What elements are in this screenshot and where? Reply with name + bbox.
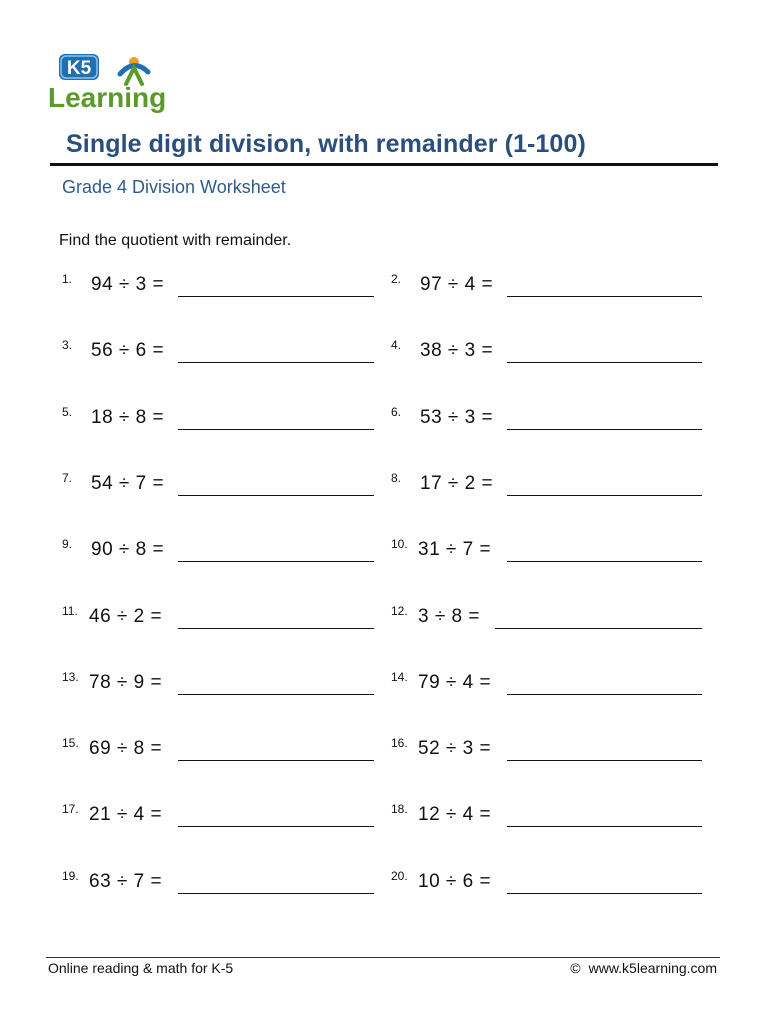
problem-number: 5. [62, 405, 73, 419]
problem-expression: 78 ÷ 9 = [89, 672, 163, 693]
problem-item [0, 736, 768, 766]
footer-url: www.k5learning.com [588, 960, 717, 976]
problem-expression: 18 ÷ 8 = [91, 407, 165, 428]
problem-expression: 94 ÷ 3 = [91, 274, 165, 295]
problem-expression: 46 ÷ 2 = [89, 606, 163, 627]
problem-expression: 69 ÷ 8 = [89, 738, 163, 759]
problem-item [0, 338, 768, 368]
answer-line[interactable] [507, 760, 702, 761]
copyright-symbol: © [570, 960, 581, 976]
problem-number: 9. [62, 537, 73, 551]
footer-tagline: Online reading & math for K-5 [48, 960, 234, 976]
problem-number: 12. [391, 604, 408, 618]
problem-item [0, 471, 768, 501]
answer-line[interactable] [507, 893, 702, 894]
problem-number: 6. [391, 405, 402, 419]
problem-number: 1. [62, 272, 73, 286]
problem-expression: 53 ÷ 3 = [420, 407, 494, 428]
problem-number: 19. [62, 869, 79, 883]
answer-line[interactable] [507, 826, 702, 827]
problem-expression: 17 ÷ 2 = [420, 473, 494, 494]
title-divider [50, 163, 718, 166]
problem-number: 18. [391, 802, 408, 816]
problem-expression: 90 ÷ 8 = [91, 539, 165, 560]
problem-expression: 97 ÷ 4 = [420, 274, 494, 295]
problem-expression: 52 ÷ 3 = [418, 738, 492, 759]
problem-item [0, 869, 768, 899]
problem-item [0, 604, 768, 634]
problem-expression: 56 ÷ 6 = [91, 340, 165, 361]
problem-expression: 10 ÷ 6 = [418, 871, 492, 892]
problem-number: 13. [62, 670, 79, 684]
answer-line[interactable] [507, 495, 702, 496]
problem-number: 3. [62, 338, 73, 352]
logo-word-text: Learning [48, 82, 167, 113]
problem-number: 11. [62, 604, 78, 618]
problem-expression: 12 ÷ 4 = [418, 804, 492, 825]
problem-number: 14. [391, 670, 408, 684]
problem-expression: 79 ÷ 4 = [418, 672, 492, 693]
problem-expression: 54 ÷ 7 = [91, 473, 165, 494]
footer-website [570, 960, 717, 976]
problem-number: 17. [62, 802, 79, 816]
answer-line[interactable] [495, 628, 702, 629]
problem-number: 15. [62, 736, 79, 750]
problem-item [0, 272, 768, 302]
problem-expression: 31 ÷ 7 = [418, 539, 492, 560]
problem-number: 7. [62, 471, 73, 485]
problem-item [0, 405, 768, 435]
answer-line[interactable] [507, 362, 702, 363]
answer-line[interactable] [507, 296, 702, 297]
answer-line[interactable] [507, 561, 702, 562]
answer-line[interactable] [507, 694, 702, 695]
problem-number: 4. [391, 338, 402, 352]
problem-number: 8. [391, 471, 402, 485]
problem-item [0, 670, 768, 700]
problem-expression: 38 ÷ 3 = [420, 340, 494, 361]
problem-item [0, 802, 768, 832]
k5-logo-graphic [46, 48, 191, 116]
worksheet-title: Single digit division, with remainder (1-100) [66, 130, 586, 158]
problem-item [0, 537, 768, 567]
footer-divider [46, 957, 720, 958]
problem-number: 10. [391, 537, 408, 551]
problem-expression: 63 ÷ 7 = [89, 871, 163, 892]
instructions-text: Find the quotient with remainder. [59, 232, 292, 249]
worksheet-subtitle: Grade 4 Division Worksheet [62, 177, 286, 197]
logo-badge-text: K5 [66, 58, 92, 79]
problem-number: 16. [391, 736, 408, 750]
k5-learning-logo [46, 48, 191, 116]
problem-expression: 21 ÷ 4 = [89, 804, 163, 825]
problem-expression: 3 ÷ 8 = [418, 606, 480, 627]
problem-number: 20. [391, 869, 408, 883]
answer-line[interactable] [507, 429, 702, 430]
problem-number: 2. [391, 272, 402, 286]
